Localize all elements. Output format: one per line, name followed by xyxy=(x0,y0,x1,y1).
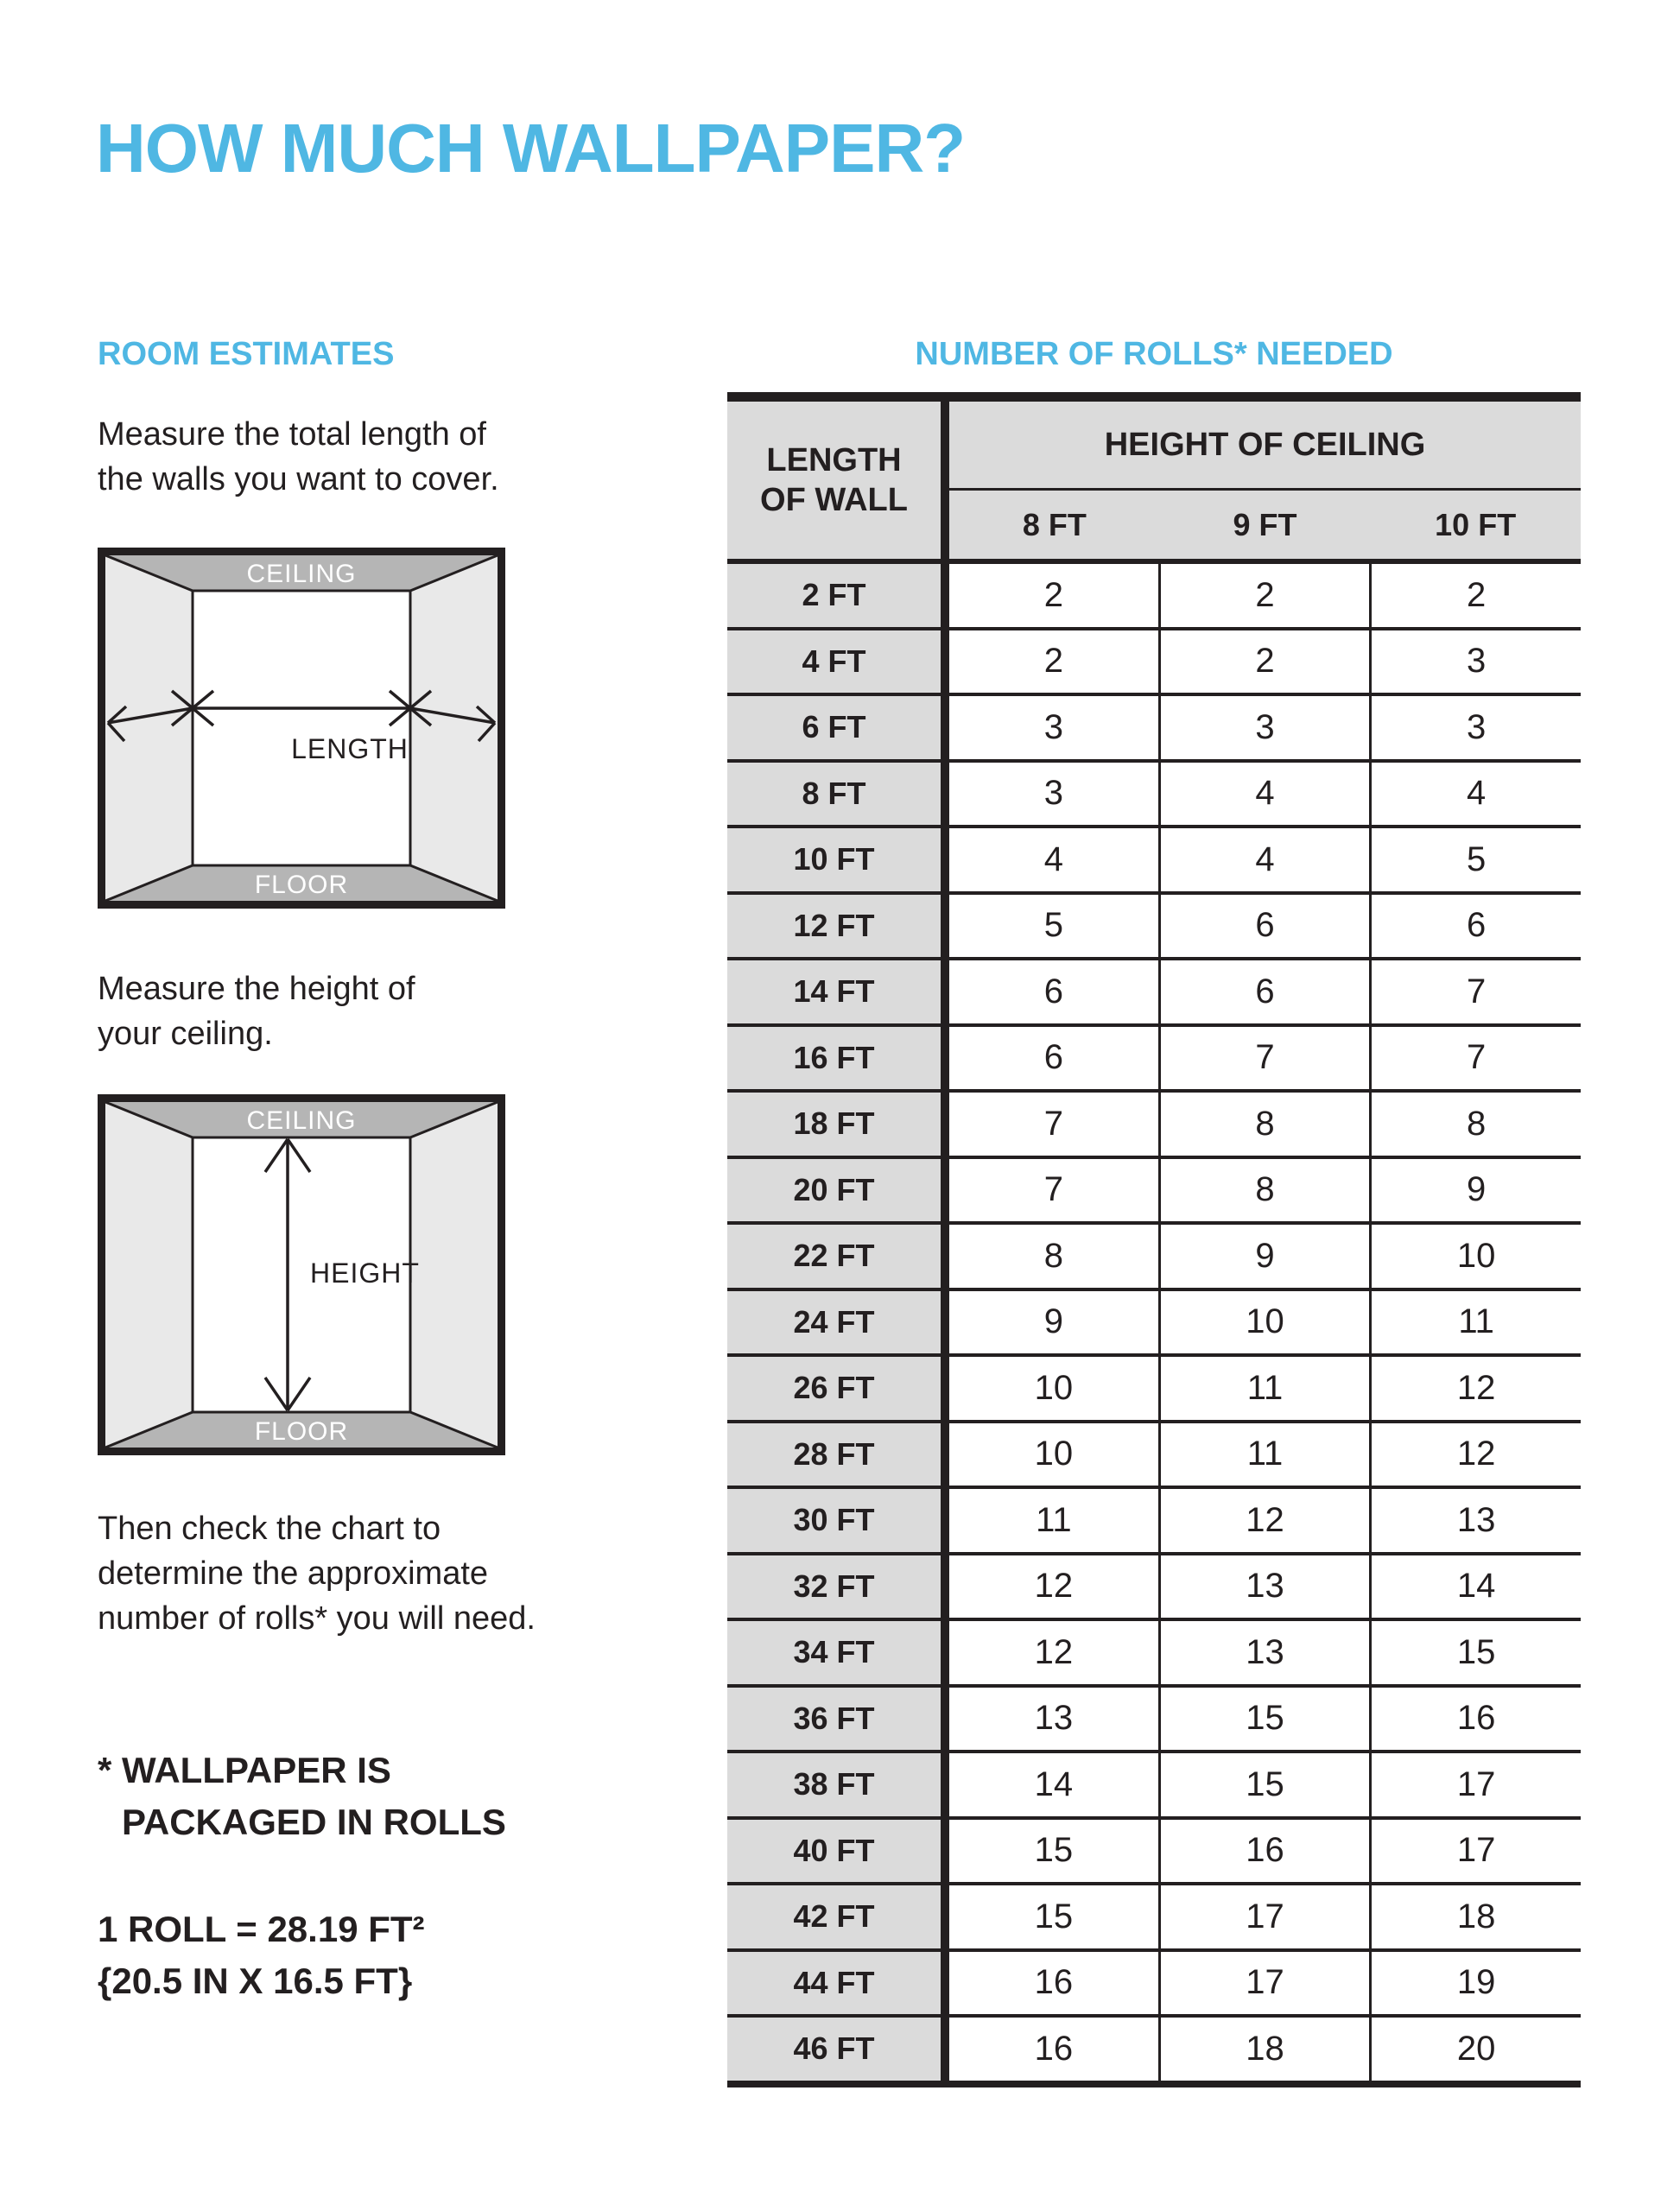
page-title: HOW MUCH WALLPAPER? xyxy=(96,110,966,187)
paragraph-line: your ceiling. xyxy=(98,1016,273,1052)
table-row xyxy=(727,1688,1581,1754)
roll-count-cell: 3 xyxy=(1369,630,1581,694)
roll-count-cell: 15 xyxy=(1369,1621,1581,1684)
roll-count-cell: 5 xyxy=(1369,828,1581,891)
roll-count-cell: 8 xyxy=(1158,1159,1370,1222)
table-row xyxy=(727,1093,1581,1159)
roll-count-cell: 13 xyxy=(1158,1621,1370,1684)
wall-length-label: 20 FT xyxy=(727,1159,949,1222)
table-row xyxy=(727,895,1581,961)
roll-count-cell: 10 xyxy=(1369,1225,1581,1288)
roll-count-cell: 6 xyxy=(1158,960,1370,1023)
roll-count-cell: 4 xyxy=(1369,763,1581,826)
paragraph-line: number of rolls* you will need. xyxy=(98,1600,536,1637)
paragraph-line: determine the approximate xyxy=(98,1555,489,1592)
back-wall-surface xyxy=(193,591,410,865)
wall-length-label: 46 FT xyxy=(727,2018,949,2081)
roll-count-cell: 7 xyxy=(1369,1027,1581,1090)
roll-count-cell: 10 xyxy=(949,1357,1158,1420)
roll-count-cell: 15 xyxy=(949,1820,1158,1883)
roll-count-cell: 16 xyxy=(949,2018,1158,2081)
wall-length-label: 38 FT xyxy=(727,1753,949,1816)
wall-length-label: 10 FT xyxy=(727,828,949,891)
roll-count-cell: 6 xyxy=(1369,895,1581,958)
left-wall-surface xyxy=(105,1102,193,1448)
roll-count-cell: 6 xyxy=(1158,895,1370,958)
note-line: * WALLPAPER IS xyxy=(98,1750,391,1790)
paragraph-line: the walls you want to cover. xyxy=(98,461,499,497)
roll-count-cell: 18 xyxy=(1369,1885,1581,1948)
right-wall-surface xyxy=(410,555,498,901)
roll-count-cell: 12 xyxy=(1369,1357,1581,1420)
roll-count-cell: 2 xyxy=(1158,630,1370,694)
roll-count-cell: 2 xyxy=(1158,564,1370,627)
ceiling-height-subheaders xyxy=(949,491,1581,559)
roll-count-cell: 15 xyxy=(1158,1753,1370,1816)
table-row xyxy=(727,696,1581,763)
rolls-needed-table xyxy=(727,392,1581,2087)
roll-count-cell: 4 xyxy=(1158,763,1370,826)
table-row xyxy=(727,1820,1581,1886)
wall-length-label: 8 FT xyxy=(727,763,949,826)
roll-count-cell: 19 xyxy=(1369,1952,1581,2015)
roll-count-cell: 15 xyxy=(1158,1688,1370,1751)
roll-count-cell: 11 xyxy=(1158,1423,1370,1486)
roll-count-cell: 8 xyxy=(1158,1093,1370,1156)
wall-length-label: 44 FT xyxy=(727,1952,949,2015)
roll-count-cell: 12 xyxy=(949,1555,1158,1619)
roll-count-cell: 17 xyxy=(1158,1952,1370,2015)
col-header-8ft: 8 FT xyxy=(1022,506,1087,542)
roll-count-cell: 9 xyxy=(1158,1225,1370,1288)
ceiling-height-header-group xyxy=(949,402,1581,559)
wall-length-label: 24 FT xyxy=(727,1291,949,1354)
roll-count-cell: 8 xyxy=(1369,1093,1581,1156)
table-body xyxy=(727,564,1581,2081)
table-row xyxy=(727,1357,1581,1423)
wall-length-label: 30 FT xyxy=(727,1489,949,1552)
floor-label: FLOOR xyxy=(254,1417,349,1446)
roll-count-cell: 17 xyxy=(1369,1753,1581,1816)
roll-count-cell: 20 xyxy=(1369,2018,1581,2081)
table-row xyxy=(727,1753,1581,1820)
check-chart-paragraph xyxy=(98,1506,536,1641)
wall-length-label: 28 FT xyxy=(727,1423,949,1486)
col-header-9ft: 9 FT xyxy=(1233,506,1297,542)
roll-count-cell: 2 xyxy=(949,564,1158,627)
roll-count-cell: 7 xyxy=(949,1093,1158,1156)
paragraph-line: Measure the height of xyxy=(98,971,415,1007)
table-row xyxy=(727,630,1581,697)
col-header-10ft: 10 FT xyxy=(1435,506,1517,542)
roll-count-cell: 18 xyxy=(1158,2018,1370,2081)
measure-height-paragraph xyxy=(98,966,415,1056)
roll-count-cell: 14 xyxy=(949,1753,1158,1816)
rolls-packaging-note xyxy=(98,1745,506,1848)
note-line: PACKAGED IN ROLLS xyxy=(122,1802,506,1842)
wall-length-label: 6 FT xyxy=(727,696,949,759)
roll-count-cell: 9 xyxy=(1369,1159,1581,1222)
wall-length-label: 26 FT xyxy=(727,1357,949,1420)
roll-count-cell: 2 xyxy=(1369,564,1581,627)
roll-count-cell: 3 xyxy=(1369,696,1581,759)
wall-length-label: 36 FT xyxy=(727,1688,949,1751)
roll-count-cell: 6 xyxy=(949,960,1158,1023)
roll-count-cell: 11 xyxy=(1369,1291,1581,1354)
floor-label: FLOOR xyxy=(254,871,349,899)
length-of-wall-header xyxy=(727,402,949,559)
table-row xyxy=(727,828,1581,895)
roll-count-cell: 16 xyxy=(1369,1688,1581,1751)
roll-count-cell: 11 xyxy=(1158,1357,1370,1420)
room-estimates-heading: ROOM ESTIMATES xyxy=(98,336,395,372)
roll-count-cell: 4 xyxy=(1158,828,1370,891)
wall-length-label: 40 FT xyxy=(727,1820,949,1883)
roll-dimensions-line: {20.5 IN X 16.5 FT} xyxy=(98,1961,413,2001)
right-wall-surface xyxy=(410,1102,498,1448)
wall-length-label: 32 FT xyxy=(727,1555,949,1619)
roll-count-cell: 7 xyxy=(949,1159,1158,1222)
table-row xyxy=(727,1225,1581,1291)
wall-length-label: 14 FT xyxy=(727,960,949,1023)
table-row xyxy=(727,2018,1581,2081)
roll-count-cell: 7 xyxy=(1158,1027,1370,1090)
roll-size-info xyxy=(98,1904,425,2007)
roll-count-cell: 4 xyxy=(949,828,1158,891)
table-row xyxy=(727,960,1581,1027)
roll-count-cell: 15 xyxy=(949,1885,1158,1948)
table-row xyxy=(727,1555,1581,1622)
roll-area-line: 1 ROLL = 28.19 FT² xyxy=(98,1909,425,1949)
roll-count-cell: 13 xyxy=(1369,1489,1581,1552)
header-line: OF WALL xyxy=(760,482,908,518)
roll-count-cell: 11 xyxy=(949,1489,1158,1552)
roll-count-cell: 17 xyxy=(1369,1820,1581,1883)
roll-count-cell: 2 xyxy=(949,630,1158,694)
measure-length-paragraph xyxy=(98,412,499,502)
wall-length-label: 2 FT xyxy=(727,564,949,627)
roll-count-cell: 3 xyxy=(949,763,1158,826)
roll-count-cell: 10 xyxy=(1158,1291,1370,1354)
roll-count-cell: 9 xyxy=(949,1291,1158,1354)
table-row xyxy=(727,1027,1581,1093)
roll-count-cell: 5 xyxy=(949,895,1158,958)
roll-count-cell: 7 xyxy=(1369,960,1581,1023)
height-of-ceiling-header: HEIGHT OF CEILING xyxy=(949,402,1581,491)
roll-count-cell: 6 xyxy=(949,1027,1158,1090)
room-length-diagram xyxy=(98,548,505,909)
room-height-diagram xyxy=(98,1094,505,1455)
wall-length-label: 18 FT xyxy=(727,1093,949,1156)
wall-length-label: 16 FT xyxy=(727,1027,949,1090)
header-line: LENGTH xyxy=(766,442,902,478)
left-wall-surface xyxy=(105,555,193,901)
paragraph-line: Measure the total length of xyxy=(98,416,486,453)
wall-length-label: 42 FT xyxy=(727,1885,949,1948)
roll-count-cell: 3 xyxy=(949,696,1158,759)
number-of-rolls-heading: NUMBER OF ROLLS* NEEDED xyxy=(915,336,1393,372)
table-row xyxy=(727,1159,1581,1226)
table-row xyxy=(727,1952,1581,2018)
table-row xyxy=(727,1885,1581,1952)
roll-count-cell: 13 xyxy=(949,1688,1158,1751)
roll-count-cell: 13 xyxy=(1158,1555,1370,1619)
wall-length-label: 12 FT xyxy=(727,895,949,958)
roll-count-cell: 16 xyxy=(949,1952,1158,2015)
table-top-rule xyxy=(727,392,1581,402)
length-dimension-label: LENGTH xyxy=(291,733,409,764)
height-dimension-label: HEIGHT xyxy=(310,1258,420,1289)
table-row xyxy=(727,763,1581,829)
table-row xyxy=(727,1423,1581,1490)
roll-count-cell: 3 xyxy=(1158,696,1370,759)
table-header xyxy=(727,402,1581,564)
paragraph-line: Then check the chart to xyxy=(98,1511,441,1547)
roll-count-cell: 17 xyxy=(1158,1885,1370,1948)
roll-count-cell: 10 xyxy=(949,1423,1158,1486)
table-row xyxy=(727,1489,1581,1555)
roll-count-cell: 8 xyxy=(949,1225,1158,1288)
ceiling-label: CEILING xyxy=(246,1106,357,1135)
ceiling-label: CEILING xyxy=(246,560,357,588)
wall-length-label: 22 FT xyxy=(727,1225,949,1288)
roll-count-cell: 12 xyxy=(949,1621,1158,1684)
roll-count-cell: 12 xyxy=(1158,1489,1370,1552)
roll-count-cell: 12 xyxy=(1369,1423,1581,1486)
table-bottom-rule xyxy=(727,2081,1581,2087)
wall-length-label: 4 FT xyxy=(727,630,949,694)
roll-count-cell: 16 xyxy=(1158,1820,1370,1883)
table-row xyxy=(727,564,1581,630)
table-row xyxy=(727,1621,1581,1688)
table-row xyxy=(727,1291,1581,1358)
wall-length-label: 34 FT xyxy=(727,1621,949,1684)
roll-count-cell: 14 xyxy=(1369,1555,1581,1619)
